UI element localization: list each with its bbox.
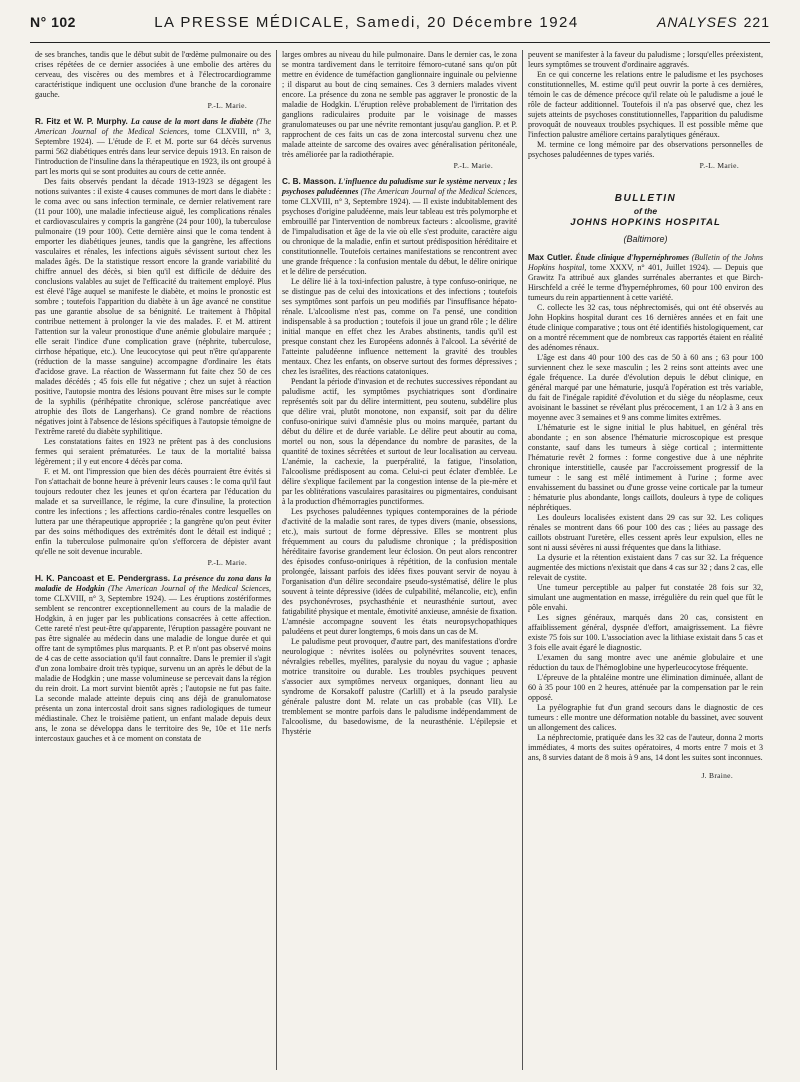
signature: P.-L. Marie. [699,161,739,170]
article-authors: Max Cutler. [528,253,573,262]
article-columns [30,50,770,1070]
column-1 [30,50,276,1070]
journal-citation: (The American Journal of the Medical Sciences, [360,187,517,196]
article-title: Étude clinique d'hypernéphromes [575,253,689,262]
paragraph: C. collecte les 32 cas, tous néphrectomisés, qui ont été observés au John Hopkins hospital durant ces 16 dernières années et en fait une étude clinique comparative ; tous ont été identifiés histologiquement, car on a montré récemment que de nombreux cas rapportés étaient en réalité des adénomes rénaux. [528,303,763,352]
article-authors: C. B. Masson. [282,177,337,186]
paragraph: Une tumeur perceptible au palper fut constatée 28 fois sur 32, simulant une augmentation en masse, irrégulière du rein quel que fût le pôle envahi. [528,583,763,612]
issue-number: N° 102 [30,14,76,30]
paragraph: tome CLXVIII, n° 3, Septembre 1924). — Les éruptions zostériformes semblent se rencontrer exceptionnellement au cours de la maladie de Hodgkin, à en juger par les publications consacrées à cette affection. Cette rareté n'est peut-être qu'apparente, l'éruption passagère pouvant ne pas être signalée au médecin dans une maladie de longue durée et qui offre tant de symptômes plus marquants. P. et P. n'ont pas observé moins de 4 cas de cette association qu'il faut connaître. Dans le premier il s'agit d'un zona lombaire droit très typique, survenu un an après le début de la maladie de Hodgkin ; une masse volumineuse se percevait dans la région du rein droit. La mort survint bientôt après ; l'autopsie ne fut pas faite. La seconde malade atteinte depuis cinq ans déjà de granulomatose présenta un zona intercostal droit sans signes radiologiques de tumeur médiastinale. Chez le troisième patient, un enfant malade depuis deux ans, le zona se développa dans le territoire des 9e, 10e et 11e nerfs intercostaux gauches et à ce moment on constata de [35,594,271,743]
section-page [657,14,770,30]
article-heading [282,177,517,277]
paragraph: Les psychoses paludéennes typiques contemporaines de la période d'activité de la maladie sont rares, de types divers (manie, obsessions, etc.), mais surtout de forme dépressive. Elles se montrent plus fréquemment au cours du paludisme chronique ; la prédisposition héréditaire favorise grandement leur éclosion. On peut alors rencontrer des épisodes confuso-oniriques à répétition, de la confusion mentale prolongée, laissant parfois des idées fixes pouvant servir de noyau à l'organisation d'un délire secondaire pseudo-systématisé, délire le plus souvent à teinte dépressive (idées de culpabilité, mélancolie, etc), enfin des psychonévroses, psychasthénie et neurasthénie surtout, avec fatigabilité physique et mentale, émotivité anxieuse, amnésie de fixation. L'amnésie accompagne souvent les états neuropsychopathiques paludéens et peut durer longtemps, 6 mois dans un cas de M. [282,507,517,636]
journal-citation: (Bulletin of the Johns Hopkins hospital, [528,253,763,272]
paragraph: La pyélographie fut d'un grand secours dans le diagnostic de ces tumeurs : elle montre une déformation notable du bassinet, avec souvent un allongement des calices. [528,703,763,732]
journal-title: LA PRESSE MÉDICALE, Samedi, 20 Décembre 1924 [154,14,579,31]
section-heading [528,193,763,245]
paragraph: Les douleurs localisées existent dans 29 cas sur 32. Les coliques rénales se montrent dans 66 pour 100 des cas ; liées au passage des caillots obstruant l'uretère, elles cessent après leur expulsion, elles ne sont ni aussi sévères ni aussi fréquentes que dans la lithiase. [528,513,763,552]
page-number: 221 [743,14,770,30]
article-authors: H. K. Pancoast et E. Pendergrass. [35,574,171,583]
signature: P.-L. Marie. [453,161,493,170]
bulletin-heading-1: BULLETIN [614,193,677,204]
bulletin-heading-3: JOHNS HOPKINS HOSPITAL [570,217,721,228]
paragraph: La néphrectomie, pratiquée dans les 32 cas de l'auteur, donna 2 morts immédiates, 4 morts des suites opératoires, 4 morts entre 7 mois et 3 ans, 8 survies datant de 8 mois à 9 ans, 14 dont les suites sont inconnues. [528,733,763,762]
article-heading [35,574,271,744]
paragraph: En ce qui concerne les relations entre le paludisme et les psychoses constitutionnelles, M. estime qu'il peut ouvrir la porte à ces dernières, témoin le cas de démence précoce qu'il relate où le paludisme a joué le rôle de facteur additionnel. Toutefois il n'a pas observé que, chez les sujets atteints de psychoses constitutionnelles, l'apparition du paludisme provoquât de nouveaux troubles psychiques. Il est possible même que l'infection palustre améliore certains paralytiques généraux. [528,70,763,139]
paragraph: Les signes généraux, marqués dans 20 cas, consistent en affaiblissement général, dyspnée d'effort, amaigrissement. La fièvre existe 75 fois sur 100. L'association avec la lithiase existait dans 5 cas et 3 fois elle avait égaré le diagnostic. [528,613,763,652]
article-title: La cause de la mort dans le diabète [130,117,254,126]
article-title: L'influence du paludisme sur le système nerveux ; les psychoses paludéennes [282,177,517,196]
signature: P.-L. Marie. [207,558,247,567]
section-name: ANALYSES [656,14,738,30]
paragraph: tome CLXVIII, n° 3, Septembre 1924). — L'étude de F. et M. porte sur 64 décès survenus parmi 562 diabétiques entrés dans leur service depuis 1913. En raison de l'introduction de l'insuline dans la thérapeutique en 1923, ils ont groupé à part les morts qui se sont produites au cours de cette année. [35,127,271,176]
paragraph: L'âge est dans 40 pour 100 des cas de 50 à 60 ans ; 63 pour 100 surviennent chez le sexe masculin ; les 2 reins sont atteints avec une égale fréquence. La durée d'évolution depuis le début clinique, en général marqué par une hématurie, jusqu'à l'opération est très variable, du fait de l'inégale rapidité d'évolution et du siège du néoplasme, ceux avoisinant le bassinet se révélant plus précocement, 1 an 1/2 à 3 ans en moyenne avec 3 semaines et 9 ans comme limites extrêmes. [528,353,763,422]
bulletin-heading-2: of the [633,206,658,216]
paragraph: peuvent se manifester à la faveur du paludisme ; lorsqu'elles préexistent, leurs symptômes se trouvent d'ordinaire aggravés. [528,50,763,69]
article-title: La présence du zona dans la maladie de Hodgkin [35,574,271,593]
bulletin-heading-4: (Baltimore) [623,234,668,244]
column-3 [522,50,768,1070]
page-header [30,14,770,40]
paragraph: L'épreuve de la phtaléine montre une élimination diminuée, allant de 60 à 35 pour 100 en 2 heures, atténuée par la compensation par le rein opposé. [528,673,763,702]
paragraph: Pendant la période d'invasion et de rechutes successives répondant au paludisme actif, les symptômes psychiatriques sont d'ordinaire représentés soit par du délire intermittent, peu soutenu, subdélire plus que délire vrai, plutôt monotone, non expansif, soit par du délire confuso-onirique suivi d'amnésie plus ou moins marquée, partant du début du délire et de durée variable. Le délire peut aboutir au coma, mortel ou non, sous la dépendance du nombre de parasites, de la quantité de toxines sécrétées et surtout de leur localisation au cerveau. L'anémie, la cachexie, la puerpéralité, la fatigue, l'insolation, l'alcoolisme prédisposent au coma. Celui-ci peut éclater d'emblée. Le délire s'explique facilement par la congestion intense de la pie-mère et par les oblitérations vasculaires parasitaires ou pigmentaires, conduisant à la production d'hémorragies punctiformes. [282,377,517,506]
paragraph: La dysurie et la rétention existaient dans 7 cas sur 32. La fréquence augmentée des mictions n'existait que dans 4 cas sur 32 ; dans 2 cas, elle relevait de cystite. [528,553,763,582]
paragraph: L'hématurie est le signe initial le plus habituel, en général très abondante ; en son absence l'hématurie microscopique est presque constante, sauf dans les tumeurs à siège cortical ; intermittente l'hématurie revêt 2 formes : forme congestive due à une néphrite chronique interstitielle, causée par l'accroissement progressif de la tumeur : le sang est mêlé intimement à l'urine ; forme avec envahissement du bassinet ou d'une grosse veine corticale par la tumeur : hématurie plus abondante, longs caillots, douleurs à type de coliques néphrétiques. [528,423,763,512]
paragraph: Le délire lié à la toxi-infection palustre, à type confuso-onirique, ne se distingue pas de celui des intoxications et des infections ; toutefois ses symptômes sont parfois un peu modifiés par l'insuffisance hépato-rénale. L'alcoolisme n'est pas, comme on l'a pensé, une condition indispensable à sa production ; toutefois il joue un grand rôle ; le délire initial manque en effet chez les Arabes abstinents, tandis qu'il est presque constant chez les Européens adonnés à l'alcool. La sévérité de l'atteinte paludéenne influence nettement la gravité des troubles mentaux. Chez les enfants, on observe surtout des formes dépressives ; chez les israélites, des réactions catatoniques. [282,277,517,376]
paragraph: tome CLXVIII, n° 3, Septembre 1924). — Il existe indubitablement des psychoses d'origine paludéenne, mais leur tableau est très polymorphe et embrouillé par l'intervention de nombreux facteurs : alcoolisme, gravité de l'impaludisation et âge de la vie où elle s'est produite, caractère aigu ou chronique de la maladie, enfin et surtout prédisposition héréditaire et constitutionnelle. Toutefois certaines manifestations se rencontrent avec une grande fréquence : la confusion mentale du début, le délire onirique et le délire de persécution. [282,197,517,276]
signature: P.-L. Marie. [207,101,247,110]
journal-citation: (The American Journal of the Medical Sciences, [108,584,271,593]
article-heading [528,253,763,303]
paragraph: Les constatations faites en 1923 ne prêtent pas à des conclusions fermes qui seraient prématurées. Le taux de la mortalité baissa légèrement ; il y eut encore 4 décès par coma. [35,437,271,466]
paragraph: de ses branches, tandis que le début subit de l'œdème pulmonaire ou des crises répétées de ce dernier associées à une embolie des artères du cerveau, des viscères ou des membres et à l'électrocardiogramme caractéristique indiquent une occlusion d'une branche de la coronaire gauche. [35,50,271,99]
paragraph: F. et M. ont l'impression que bien des décès pourraient être évités si l'on s'attachait de bonne heure à prévenir leurs causes : le coma qu'il faut toujours redouter chez les jeunes et qu'on écartera par l'éducation du malade et sa surveillance, le régime, la cure d'insuline, la protection contre les infections ; les affections cardio-rénales contre lesquelles on luttera par une thérapeutique appropriée ; la gangrène qu'on peut éviter par des soins méthodiques des extrémités dont le détail est indiqué ; enfin la tuberculose pulmonaire qu'on s'efforcera de dépister avant qu'elle ne soit devenue incurable. [35,467,271,556]
paragraph: M. termine ce long mémoire par des observations personnelles de psychoses paludéennes de types variés. [528,140,763,159]
paragraph: tome XXXV, n° 401, Juillet 1924). — Depuis que Grawitz l'a attribué aux glandes surrénales aberrantes et que Birch-Hirschfeld a créé le terme d'hypernéphromes, 60 pour 100 environ des tumeurs du rein appartiennent à cette variété. [528,263,764,302]
signature: J. Braine. [701,771,733,780]
paragraph: Le paludisme peut provoquer, d'autre part, des manifestations d'ordre neurologique : névrites isolées ou polynévrites souvent tenaces, névralgies rebelles, myélites, paralysie du noyau du vague ; aphasie motrice transitoire ou durable. Les troubles psychiques peuvent s'associer aux symptômes nerveux organiques, donnant lieu au syndrome de Korsakoff palustre (Carlill) et à la pseudo paralysie générale palustre dont M. relate un cas probable (cas VII). Le tremblement se montre parfois dans le paludisme indépendamment de l'alcoolisme, du basedowisme, de la neurasthénie. L'épilepsie et l'hystérie [282,637,517,736]
article-authors: R. Fitz et W. P. Murphy. [35,117,128,126]
paragraph: L'examen du sang montre avec une anémie globulaire et une réduction du taux de l'hémoglobine une hyperleucocytose fréquente. [528,653,763,672]
journal-citation: (The American Journal of the Medical Sciences, [35,117,271,136]
article-heading [35,117,271,177]
paragraph: Des faits observés pendant la décade 1913-1923 se dégagent les notions suivantes : il existe 4 causes communes de mort dans le diabète : le coma avec ou sans infection terminale, ce dernier relativement rare (11 pour 100), une maladie infectieuse aiguë, les complications rénales et cardiovasculaires y compris la gangrène (24 pour 100), la tuberculose pulmonaire (19 pour 100). Cette dernière ainsi que le coma tendent à emporter les diabétiques jeunes, tandis que la gangrène, les affections vasculaires et rénales, les infections aiguës sévissent surtout chez les malades âgés. De la statistique ressort encore la grande variabilité du chiffre annuel des décès, si bien qu'il est difficile de déduire des conclusions valables au sujet de l'efficacité du traitement employé. Plus est élevé l'âge auquel se manifeste le diabète, et moins le pronostic est sombre ; toutefois l'apparition du diabète à un âge avancé ne constitue pas une garantie absolue de sa bénignité. Le traitement à l'hôpital contribue nettement à prolonger la vie des malades. F. et M. attirent l'attention sur la valeur pronostique d'une anémie globulaire marquée ; elle serait l'indice d'une complication grave (néphrite, tuberculose, cirrhose hépatique, etc.). Une leucocytose qui peut n'être qu'apparente (réduction de la masse sanguine) accompagne d'ordinaire les états d'acidose grave. La réaction de Wassermann fut faite chez 50 de ces malades décédés ; 45 fois elle fut négative ; chez un sujet à réaction positive, l'autopsie montra des lésions pouvant être mises sur le compte de la syphilis (périhépatite chronique, sclérose pancréatique avec atrophie des îlots de Langerhans). Ce grand nombre de réactions négatives joint à l'absence de lésions spécifiques à l'autopsie témoigne de l'extrême rareté du diabète syphilitique. [35,177,271,436]
paragraph: larges ombres au niveau du hile pulmonaire. Dans le dernier cas, le zona se montra tardivement dans le territoire fémoro-cutané sans qu'on pût mettre en évidence de tuméfaction ganglionnaire inguinale ou pelvienne ; il disparut au bout de cinq semaines. Ces 3 derniers malades vivent encore. La présence du zona ne semble pas aggraver le pronostic de la maladie de Hodgkin. L'éruption relève probablement de l'irritation des ganglions radiculaires produite par le voisinage de masses granulomateuses ou par une névrite remontant jusqu'au ganglion. P. et P. rapprochent de ces faits un cas de zona intercostal survenu chez une malade atteinte de sarcome des ovaires avec généralisation péritonéale, très améliorée par la radiothérapie. [282,50,517,159]
column-2 [276,50,522,1070]
header-rule [30,42,770,43]
